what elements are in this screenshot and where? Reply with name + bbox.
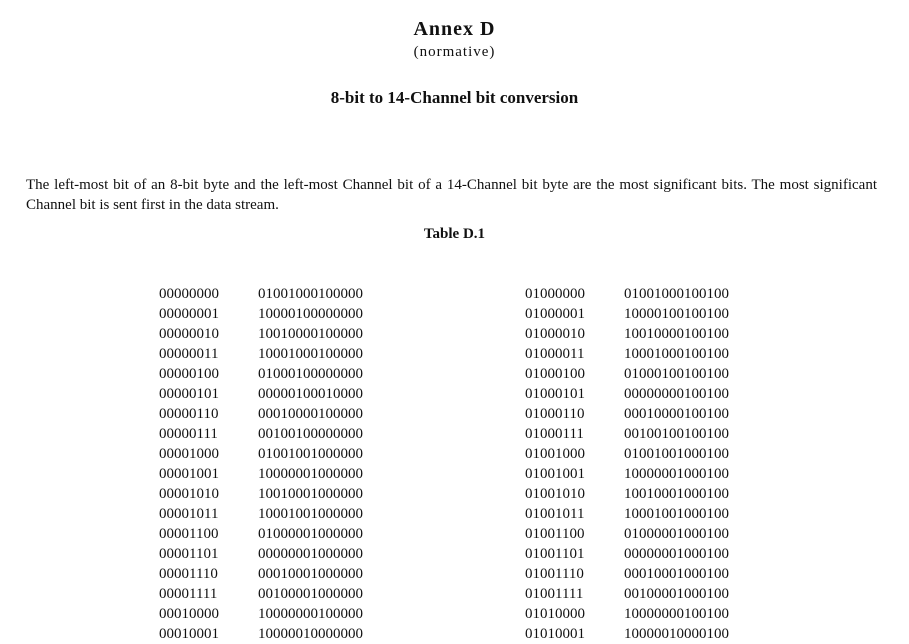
byte-value-cell: 00000111 — [159, 426, 218, 442]
table-row — [525, 284, 765, 304]
byte-value-cell: 00001001 — [159, 466, 219, 482]
table-row — [159, 504, 399, 524]
channel-bits-cell: 00100100000000 — [258, 426, 363, 442]
channel-bits-cell: 10000000100100 — [624, 606, 729, 622]
byte-value-cell: 00001101 — [159, 546, 219, 562]
byte-value-cell: 01001011 — [525, 506, 585, 522]
document-title: 8-bit to 14-Channel bit conversion — [330, 88, 579, 107]
table-row — [159, 544, 399, 564]
channel-bits-cell: 10000100100100 — [624, 306, 729, 322]
byte-value-cell: 00000010 — [159, 326, 219, 342]
channel-bits-cell: 10001000100100 — [624, 346, 729, 362]
channel-bits-cell: 00000001000100 — [624, 546, 729, 562]
byte-value-cell: 01000110 — [525, 406, 585, 422]
table-row — [525, 544, 765, 564]
channel-bits-cell: 00000100010000 — [258, 386, 363, 402]
byte-value-cell: 01001111 — [525, 586, 584, 602]
byte-value-cell: 01001100 — [525, 526, 585, 542]
channel-bits-cell: 01001000100000 — [258, 286, 363, 302]
table-row — [525, 384, 765, 404]
channel-bits-cell: 01001000100100 — [624, 286, 729, 302]
table-row — [159, 284, 399, 304]
byte-value-cell: 01001010 — [525, 486, 585, 502]
table-row — [525, 584, 765, 604]
table-row — [525, 504, 765, 524]
table-row — [159, 464, 399, 484]
channel-bits-cell: 00010001000100 — [624, 566, 729, 582]
byte-value-cell: 00000110 — [159, 406, 219, 422]
table-caption: Table D.1 — [423, 226, 486, 242]
table-row — [159, 584, 399, 604]
channel-bits-cell: 10000010000000 — [258, 626, 363, 642]
table-row — [525, 324, 765, 344]
channel-bits-cell: 10000000100000 — [258, 606, 363, 622]
table-row — [525, 424, 765, 444]
byte-value-cell: 01000000 — [525, 286, 585, 302]
channel-bits-cell: 00010000100000 — [258, 406, 363, 422]
table-row — [159, 484, 399, 504]
channel-bits-cell: 00010001000000 — [258, 566, 363, 582]
channel-bits-cell: 01001001000100 — [624, 446, 729, 462]
channel-bits-cell: 00010000100100 — [624, 406, 729, 422]
table-row — [525, 604, 765, 624]
table-row — [159, 404, 399, 424]
channel-bits-cell: 10001001000000 — [258, 506, 363, 522]
byte-value-cell: 01001001 — [525, 466, 585, 482]
table-row — [525, 404, 765, 424]
channel-bits-cell: 10000001000100 — [624, 466, 729, 482]
channel-bits-cell: 01000001000100 — [624, 526, 729, 542]
channel-bits-cell: 10010001000100 — [624, 486, 729, 502]
table-row — [159, 364, 399, 384]
byte-value-cell: 01001000 — [525, 446, 585, 462]
byte-value-cell: 01010001 — [525, 626, 585, 642]
channel-bits-cell: 01000100000000 — [258, 366, 363, 382]
channel-bits-cell: 10000100000000 — [258, 306, 363, 322]
channel-bits-cell: 10010000100000 — [258, 326, 363, 342]
intro-paragraph: The left-most bit of an 8-bit byte and the left-most Channel bit of a 14-Channel bit byte are the most significant bits. The most significant Channel bit is sent first in the data stream. — [26, 177, 877, 213]
byte-value-cell: 00000101 — [159, 386, 219, 402]
byte-value-cell: 01000111 — [525, 426, 584, 442]
table-row — [525, 464, 765, 484]
table-row — [159, 564, 399, 584]
table-row — [159, 444, 399, 464]
annex-title: Annex D — [413, 18, 496, 40]
table-row — [525, 524, 765, 544]
byte-value-cell: 01000101 — [525, 386, 585, 402]
byte-value-cell: 00001111 — [159, 586, 218, 602]
channel-bits-cell: 00100100100100 — [624, 426, 729, 442]
byte-value-cell: 00000001 — [159, 306, 219, 322]
channel-bits-cell: 10010000100100 — [624, 326, 729, 342]
table-row — [525, 624, 765, 644]
byte-value-cell: 00010001 — [159, 626, 219, 642]
conversion-table-left-column — [159, 284, 399, 644]
byte-value-cell: 01000011 — [525, 346, 585, 362]
channel-bits-cell: 10000001000000 — [258, 466, 363, 482]
channel-bits-cell: 10001000100000 — [258, 346, 363, 362]
byte-value-cell: 00010000 — [159, 606, 219, 622]
table-row — [159, 384, 399, 404]
channel-bits-cell: 00000000100100 — [624, 386, 729, 402]
byte-value-cell: 00001100 — [159, 526, 219, 542]
channel-bits-cell: 01000001000000 — [258, 526, 363, 542]
byte-value-cell: 00000011 — [159, 346, 219, 362]
table-row — [159, 324, 399, 344]
byte-value-cell: 00001011 — [159, 506, 219, 522]
table-row — [159, 604, 399, 624]
table-row — [159, 424, 399, 444]
byte-value-cell: 00000100 — [159, 366, 219, 382]
byte-value-cell: 01001110 — [525, 566, 584, 582]
channel-bits-cell: 10000010000100 — [624, 626, 729, 642]
channel-bits-cell: 10001001000100 — [624, 506, 729, 522]
channel-bits-cell: 01001001000000 — [258, 446, 363, 462]
byte-value-cell: 01010000 — [525, 606, 585, 622]
channel-bits-cell: 01000100100100 — [624, 366, 729, 382]
byte-value-cell: 00000000 — [159, 286, 219, 302]
table-row — [525, 564, 765, 584]
table-row — [159, 344, 399, 364]
table-row — [159, 624, 399, 644]
table-row — [525, 444, 765, 464]
table-row — [525, 344, 765, 364]
byte-value-cell: 01000001 — [525, 306, 585, 322]
table-row — [159, 524, 399, 544]
annex-subtitle: (normative) — [413, 44, 496, 60]
byte-value-cell: 00001110 — [159, 566, 218, 582]
table-row — [159, 304, 399, 324]
byte-value-cell: 00001010 — [159, 486, 219, 502]
channel-bits-cell: 00000001000000 — [258, 546, 363, 562]
channel-bits-cell: 00100001000000 — [258, 586, 363, 602]
conversion-table-right-column — [525, 284, 765, 644]
table-row — [525, 484, 765, 504]
byte-value-cell: 00001000 — [159, 446, 219, 462]
channel-bits-cell: 00100001000100 — [624, 586, 729, 602]
byte-value-cell: 01000010 — [525, 326, 585, 342]
table-row — [525, 364, 765, 384]
channel-bits-cell: 10010001000000 — [258, 486, 363, 502]
byte-value-cell: 01001101 — [525, 546, 585, 562]
byte-value-cell: 01000100 — [525, 366, 585, 382]
table-row — [525, 304, 765, 324]
